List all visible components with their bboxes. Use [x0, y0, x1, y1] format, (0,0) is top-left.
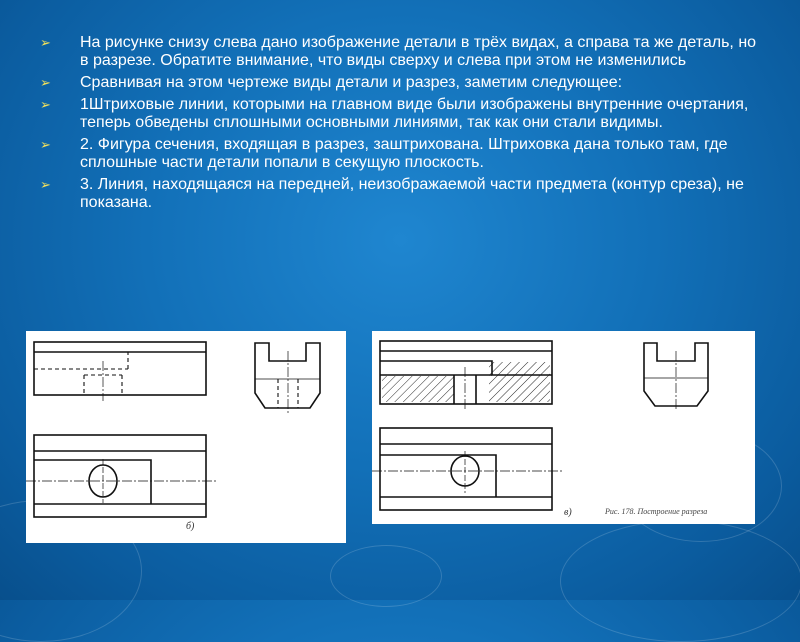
bullet-text: 1Штриховые линии, которыми на главном виде были изображены внутренние очертания, теперь обведены сплошными основными линиями, так как они стали видимы. — [80, 96, 749, 131]
bullet-text: На рисунке снизу слева дано изображение детали в трёх видах, а справа та же деталь, но в разрезе. Обратите внимание, что виды сверху и слева при этом не изменились — [80, 34, 757, 69]
section-svg — [372, 331, 755, 524]
bullet-arrow-icon: ➢ — [40, 35, 51, 50]
bullet-item — [40, 136, 760, 172]
bullet-text: 3. Линия, находящаяся на передней, неизображаемой части предмета (контур среза), не показана. — [80, 176, 744, 211]
bullet-item — [40, 96, 760, 132]
hatched-area-left — [382, 376, 454, 402]
bullet-text: Сравнивая на этом чертеже виды детали и разрез, заметим следующее: — [80, 74, 623, 91]
bullet-item — [40, 74, 760, 92]
bullet-arrow-icon: ➢ — [40, 177, 51, 192]
figure-label-b: б) — [186, 521, 195, 532]
bullet-list — [40, 34, 760, 216]
three-views-drawing — [26, 331, 346, 543]
bullet-arrow-icon: ➢ — [40, 97, 51, 112]
bullet-item — [40, 176, 760, 212]
side-view-outline — [255, 343, 320, 408]
ripple-decoration — [560, 520, 800, 642]
bullet-item — [40, 34, 760, 70]
figure-label-v: в) — [564, 507, 572, 518]
section-drawing — [372, 331, 755, 524]
three-views-svg — [26, 331, 346, 543]
bullet-arrow-icon: ➢ — [40, 137, 51, 152]
figure-caption: Рис. 178. Построение разреза — [605, 507, 708, 516]
bullet-text: 2. Фигура сечения, входящая в разрез, заштрихована. Штриховка дана только там, где сплошные части детали попали в секущую плоскость. — [80, 136, 728, 171]
hatched-area-right — [489, 362, 550, 402]
ripple-decoration — [330, 545, 442, 607]
bullet-arrow-icon: ➢ — [40, 75, 51, 90]
